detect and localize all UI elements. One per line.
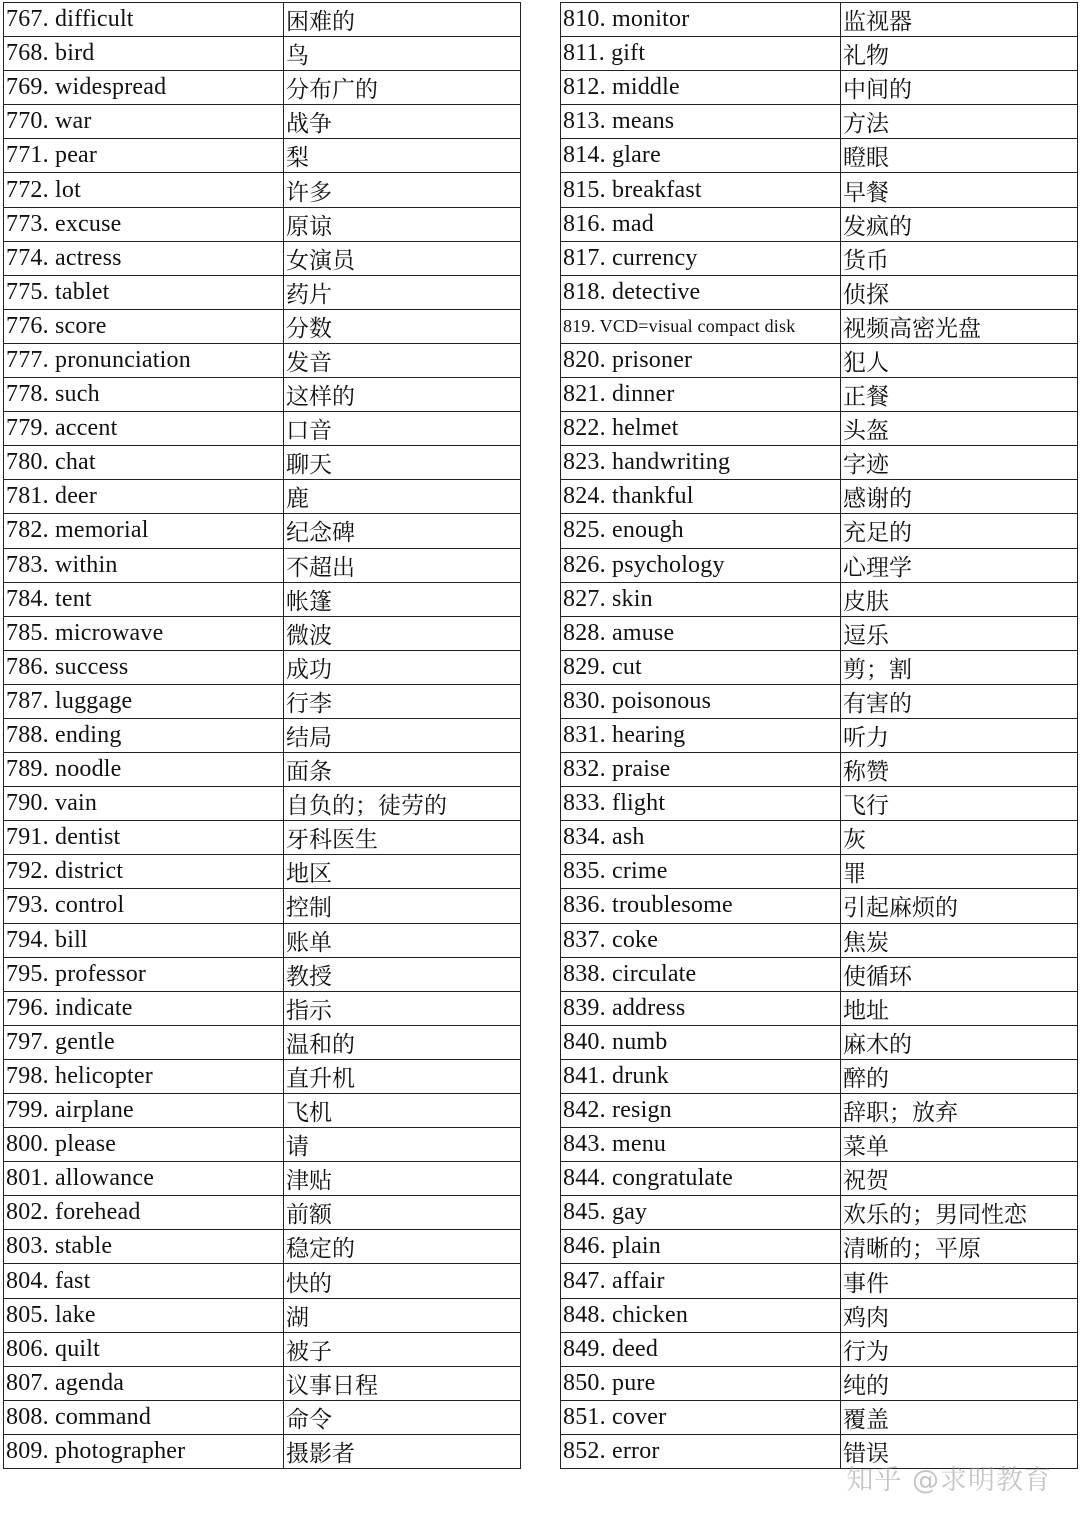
vocab-meaning: 菜单 [841, 1128, 1078, 1162]
vocab-meaning: 鸡肉 [841, 1298, 1078, 1332]
vocab-word: 847. affair [561, 1264, 841, 1298]
vocab-row [561, 1128, 1078, 1162]
vocab-meaning: 口音 [284, 412, 521, 446]
vocab-row [4, 1162, 521, 1196]
vocab-row [4, 991, 521, 1025]
vocab-meaning: 飞机 [284, 1094, 521, 1128]
vocab-word: 823. handwriting [561, 446, 841, 480]
vocab-word: 833. flight [561, 787, 841, 821]
vocab-word: 825. enough [561, 514, 841, 548]
vocab-word: 801. allowance [4, 1162, 284, 1196]
vocab-word: 790. vain [4, 787, 284, 821]
vocab-meaning: 剪；割 [841, 650, 1078, 684]
vocab-meaning: 发音 [284, 343, 521, 377]
vocab-row [4, 1264, 521, 1298]
vocab-table-right-body [561, 3, 1078, 1469]
vocab-meaning: 使循环 [841, 957, 1078, 991]
vocab-meaning: 成功 [284, 650, 521, 684]
vocab-meaning: 字迹 [841, 446, 1078, 480]
vocab-row [561, 3, 1078, 37]
vocab-row [561, 480, 1078, 514]
vocab-row [561, 1400, 1078, 1434]
vocab-row [561, 1298, 1078, 1332]
vocab-word: 834. ash [561, 821, 841, 855]
vocab-meaning: 焦炭 [841, 923, 1078, 957]
vocab-row [561, 753, 1078, 787]
vocab-meaning: 辞职；放弃 [841, 1094, 1078, 1128]
vocab-row [4, 923, 521, 957]
vocab-meaning: 命令 [284, 1400, 521, 1434]
vocab-meaning: 鹿 [284, 480, 521, 514]
vocab-word: 806. quilt [4, 1332, 284, 1366]
vocab-row [4, 275, 521, 309]
vocab-row [4, 1128, 521, 1162]
vocab-word: 848. chicken [561, 1298, 841, 1332]
vocab-row [561, 582, 1078, 616]
vocab-word: 799. airplane [4, 1094, 284, 1128]
vocab-word: 843. menu [561, 1128, 841, 1162]
vocab-row [4, 1400, 521, 1434]
vocab-word: 822. helmet [561, 412, 841, 446]
vocab-meaning: 飞行 [841, 787, 1078, 821]
vocab-meaning: 直升机 [284, 1059, 521, 1093]
vocab-meaning: 视频高密光盘 [841, 309, 1078, 343]
vocab-row [4, 1059, 521, 1093]
vocab-word: 808. command [4, 1400, 284, 1434]
vocab-word: 780. chat [4, 446, 284, 480]
vocab-word: 814. glare [561, 139, 841, 173]
vocab-row [561, 1025, 1078, 1059]
vocab-word: 850. pure [561, 1366, 841, 1400]
vocab-meaning: 分布广的 [284, 71, 521, 105]
vocab-word: 829. cut [561, 650, 841, 684]
vocab-row [4, 173, 521, 207]
vocab-row [561, 1162, 1078, 1196]
vocab-meaning: 稳定的 [284, 1230, 521, 1264]
vocab-meaning: 瞪眼 [841, 139, 1078, 173]
vocab-word: 772. lot [4, 173, 284, 207]
vocab-meaning: 早餐 [841, 173, 1078, 207]
vocab-meaning: 战争 [284, 105, 521, 139]
vocab-meaning: 请 [284, 1128, 521, 1162]
vocab-word: 852. error [561, 1434, 841, 1468]
vocab-word: 768. bird [4, 37, 284, 71]
vocab-word: 798. helicopter [4, 1059, 284, 1093]
vocab-row [4, 3, 521, 37]
vocab-meaning: 湖 [284, 1298, 521, 1332]
vocab-meaning: 温和的 [284, 1025, 521, 1059]
vocab-meaning: 牙科医生 [284, 821, 521, 855]
vocab-word: 773. excuse [4, 207, 284, 241]
vocab-row [561, 923, 1078, 957]
vocab-row [561, 1230, 1078, 1264]
vocab-row [561, 1059, 1078, 1093]
vocab-meaning: 灰 [841, 821, 1078, 855]
vocab-meaning: 教授 [284, 957, 521, 991]
vocab-meaning: 有害的 [841, 684, 1078, 718]
vocab-word: 830. poisonous [561, 684, 841, 718]
vocab-row [561, 855, 1078, 889]
vocab-meaning: 聊天 [284, 446, 521, 480]
watermark: 知乎 @求明教育 [846, 1465, 1052, 1496]
vocab-word: 846. plain [561, 1230, 841, 1264]
vocab-word: 832. praise [561, 753, 841, 787]
vocab-meaning: 正餐 [841, 378, 1078, 412]
vocab-meaning: 引起麻烦的 [841, 889, 1078, 923]
vocab-row [4, 446, 521, 480]
vocab-row [4, 1025, 521, 1059]
vocab-word: 803. stable [4, 1230, 284, 1264]
vocab-word: 782. memorial [4, 514, 284, 548]
vocab-meaning: 许多 [284, 173, 521, 207]
vocab-meaning: 分数 [284, 309, 521, 343]
vocab-word: 783. within [4, 548, 284, 582]
vocab-word: 815. breakfast [561, 173, 841, 207]
vocab-word: 831. hearing [561, 718, 841, 752]
vocab-meaning: 原谅 [284, 207, 521, 241]
vocab-meaning: 困难的 [284, 3, 521, 37]
vocab-row [4, 1298, 521, 1332]
vocab-meaning: 地址 [841, 991, 1078, 1025]
vocab-word: 778. such [4, 378, 284, 412]
vocab-word: 827. skin [561, 582, 841, 616]
vocab-row [4, 105, 521, 139]
vocab-row [4, 1366, 521, 1400]
vocab-meaning: 控制 [284, 889, 521, 923]
vocab-word: 818. detective [561, 275, 841, 309]
vocab-row [561, 207, 1078, 241]
vocab-row [561, 139, 1078, 173]
vocab-meaning: 发疯的 [841, 207, 1078, 241]
vocab-row [561, 1196, 1078, 1230]
vocab-row [4, 343, 521, 377]
vocab-word: 813. means [561, 105, 841, 139]
vocab-row [4, 753, 521, 787]
vocab-word: 785. microwave [4, 616, 284, 650]
vocab-row [4, 821, 521, 855]
vocab-word: 824. thankful [561, 480, 841, 514]
vocab-word: 816. mad [561, 207, 841, 241]
vocab-word: 819. VCD=visual compact disk [561, 309, 841, 343]
vocab-row [561, 821, 1078, 855]
vocab-row [4, 1094, 521, 1128]
vocab-meaning: 药片 [284, 275, 521, 309]
vocab-word: 770. war [4, 105, 284, 139]
vocab-meaning: 感谢的 [841, 480, 1078, 514]
vocab-meaning: 女演员 [284, 241, 521, 275]
vocab-word: 840. numb [561, 1025, 841, 1059]
vocab-meaning: 津贴 [284, 1162, 521, 1196]
vocab-meaning: 欢乐的；男同性恋 [841, 1196, 1078, 1230]
vocab-word: 821. dinner [561, 378, 841, 412]
vocab-row [561, 787, 1078, 821]
vocab-word: 779. accent [4, 412, 284, 446]
vocab-meaning: 监视器 [841, 3, 1078, 37]
vocab-row [4, 684, 521, 718]
vocab-row [4, 139, 521, 173]
vocab-word: 788. ending [4, 718, 284, 752]
vocab-row [4, 480, 521, 514]
vocab-meaning: 方法 [841, 105, 1078, 139]
vocab-row [4, 1196, 521, 1230]
vocab-row [4, 957, 521, 991]
vocab-word: 781. deer [4, 480, 284, 514]
vocab-meaning: 中间的 [841, 71, 1078, 105]
vocab-meaning: 事件 [841, 1264, 1078, 1298]
vocab-word: 792. district [4, 855, 284, 889]
vocab-word: 800. please [4, 1128, 284, 1162]
vocab-word: 769. widespread [4, 71, 284, 105]
vocab-meaning: 罪 [841, 855, 1078, 889]
vocab-row [561, 889, 1078, 923]
vocab-row [561, 1094, 1078, 1128]
vocab-row [4, 207, 521, 241]
vocab-meaning: 侦探 [841, 275, 1078, 309]
vocab-row [561, 684, 1078, 718]
vocab-row [561, 446, 1078, 480]
vocab-meaning: 被子 [284, 1332, 521, 1366]
vocab-meaning: 梨 [284, 139, 521, 173]
vocab-meaning: 摄影者 [284, 1434, 521, 1468]
vocab-row [561, 1264, 1078, 1298]
vocab-meaning: 犯人 [841, 343, 1078, 377]
vocab-row [4, 582, 521, 616]
vocab-row [561, 1332, 1078, 1366]
vocab-meaning: 行李 [284, 684, 521, 718]
vocab-word: 810. monitor [561, 3, 841, 37]
vocab-word: 787. luggage [4, 684, 284, 718]
vocab-word: 802. forehead [4, 1196, 284, 1230]
vocab-row [561, 718, 1078, 752]
vocab-meaning: 称赞 [841, 753, 1078, 787]
vocab-row [561, 173, 1078, 207]
vocab-meaning: 前额 [284, 1196, 521, 1230]
vocab-meaning: 麻木的 [841, 1025, 1078, 1059]
vocab-row [4, 616, 521, 650]
vocab-meaning: 听力 [841, 718, 1078, 752]
vocab-word: 805. lake [4, 1298, 284, 1332]
vocab-word: 849. deed [561, 1332, 841, 1366]
vocab-word: 793. control [4, 889, 284, 923]
vocab-row [4, 71, 521, 105]
vocab-row [561, 105, 1078, 139]
vocab-word: 794. bill [4, 923, 284, 957]
vocab-meaning: 行为 [841, 1332, 1078, 1366]
vocab-meaning: 鸟 [284, 37, 521, 71]
vocab-row [561, 650, 1078, 684]
vocab-meaning: 议事日程 [284, 1366, 521, 1400]
vocab-word: 820. prisoner [561, 343, 841, 377]
vocab-word: 771. pear [4, 139, 284, 173]
vocab-word: 836. troublesome [561, 889, 841, 923]
vocab-meaning: 祝贺 [841, 1162, 1078, 1196]
vocab-word: 791. dentist [4, 821, 284, 855]
vocab-row [4, 241, 521, 275]
vocab-row [561, 616, 1078, 650]
vocab-word: 844. congratulate [561, 1162, 841, 1196]
vocab-word: 838. circulate [561, 957, 841, 991]
vocab-meaning: 逗乐 [841, 616, 1078, 650]
vocab-meaning: 结局 [284, 718, 521, 752]
vocab-row [561, 309, 1078, 343]
vocab-meaning: 纪念碑 [284, 514, 521, 548]
vocab-word: 817. currency [561, 241, 841, 275]
vocab-meaning: 头盔 [841, 412, 1078, 446]
vocab-word: 804. fast [4, 1264, 284, 1298]
vocab-row [561, 37, 1078, 71]
vocab-row [561, 957, 1078, 991]
vocab-row [4, 718, 521, 752]
vocab-word: 774. actress [4, 241, 284, 275]
vocab-meaning: 微波 [284, 616, 521, 650]
vocab-row [4, 1332, 521, 1366]
vocab-row [561, 378, 1078, 412]
vocab-word: 775. tablet [4, 275, 284, 309]
vocab-row [561, 1366, 1078, 1400]
vocab-row [4, 855, 521, 889]
vocab-row [4, 1434, 521, 1468]
vocab-word: 795. professor [4, 957, 284, 991]
vocab-meaning: 皮肤 [841, 582, 1078, 616]
vocab-table-left-body [4, 3, 521, 1469]
vocab-table-left [3, 2, 521, 1469]
vocab-row [4, 309, 521, 343]
vocab-meaning: 纯的 [841, 1366, 1078, 1400]
vocab-word: 807. agenda [4, 1366, 284, 1400]
vocab-row [4, 1230, 521, 1264]
vocab-word: 837. coke [561, 923, 841, 957]
vocab-row [561, 412, 1078, 446]
vocab-meaning: 覆盖 [841, 1400, 1078, 1434]
vocab-meaning: 账单 [284, 923, 521, 957]
vocab-row [4, 514, 521, 548]
vocab-word: 839. address [561, 991, 841, 1025]
vocab-row [561, 1434, 1078, 1468]
vocab-word: 789. noodle [4, 753, 284, 787]
vocab-row [4, 37, 521, 71]
vocab-word: 828. amuse [561, 616, 841, 650]
vocab-word: 796. indicate [4, 991, 284, 1025]
vocab-meaning: 错误 [841, 1434, 1078, 1468]
vocab-row [4, 548, 521, 582]
vocab-meaning: 货币 [841, 241, 1078, 275]
vocab-word: 777. pronunciation [4, 343, 284, 377]
vocab-meaning: 面条 [284, 753, 521, 787]
vocab-word: 845. gay [561, 1196, 841, 1230]
vocab-word: 811. gift [561, 37, 841, 71]
vocab-word: 786. success [4, 650, 284, 684]
vocab-meaning: 礼物 [841, 37, 1078, 71]
vocab-row [561, 514, 1078, 548]
vocab-word: 841. drunk [561, 1059, 841, 1093]
vocab-word: 812. middle [561, 71, 841, 105]
vocab-row [561, 548, 1078, 582]
vocab-word: 851. cover [561, 1400, 841, 1434]
vocab-row [561, 991, 1078, 1025]
vocab-row [561, 71, 1078, 105]
vocab-row [561, 241, 1078, 275]
vocab-word: 842. resign [561, 1094, 841, 1128]
vocab-table-right [560, 2, 1078, 1469]
vocab-meaning: 地区 [284, 855, 521, 889]
vocab-meaning: 充足的 [841, 514, 1078, 548]
vocab-meaning: 不超出 [284, 548, 521, 582]
vocab-meaning: 醉的 [841, 1059, 1078, 1093]
vocab-word: 835. crime [561, 855, 841, 889]
vocab-word: 784. tent [4, 582, 284, 616]
vocab-row [4, 412, 521, 446]
vocab-meaning: 快的 [284, 1264, 521, 1298]
vocab-meaning: 这样的 [284, 378, 521, 412]
vocab-word: 826. psychology [561, 548, 841, 582]
vocab-meaning: 指示 [284, 991, 521, 1025]
vocab-word: 776. score [4, 309, 284, 343]
vocab-meaning: 帐篷 [284, 582, 521, 616]
vocab-row [561, 343, 1078, 377]
vocab-row [4, 787, 521, 821]
vocab-meaning: 心理学 [841, 548, 1078, 582]
vocab-word: 767. difficult [4, 3, 284, 37]
vocab-meaning: 自负的；徒劳的 [284, 787, 521, 821]
vocab-row [561, 275, 1078, 309]
vocab-row [4, 889, 521, 923]
vocab-meaning: 清晰的；平原 [841, 1230, 1078, 1264]
vocab-word: 797. gentle [4, 1025, 284, 1059]
vocab-word: 809. photographer [4, 1434, 284, 1468]
vocab-row [4, 650, 521, 684]
vocab-row [4, 378, 521, 412]
